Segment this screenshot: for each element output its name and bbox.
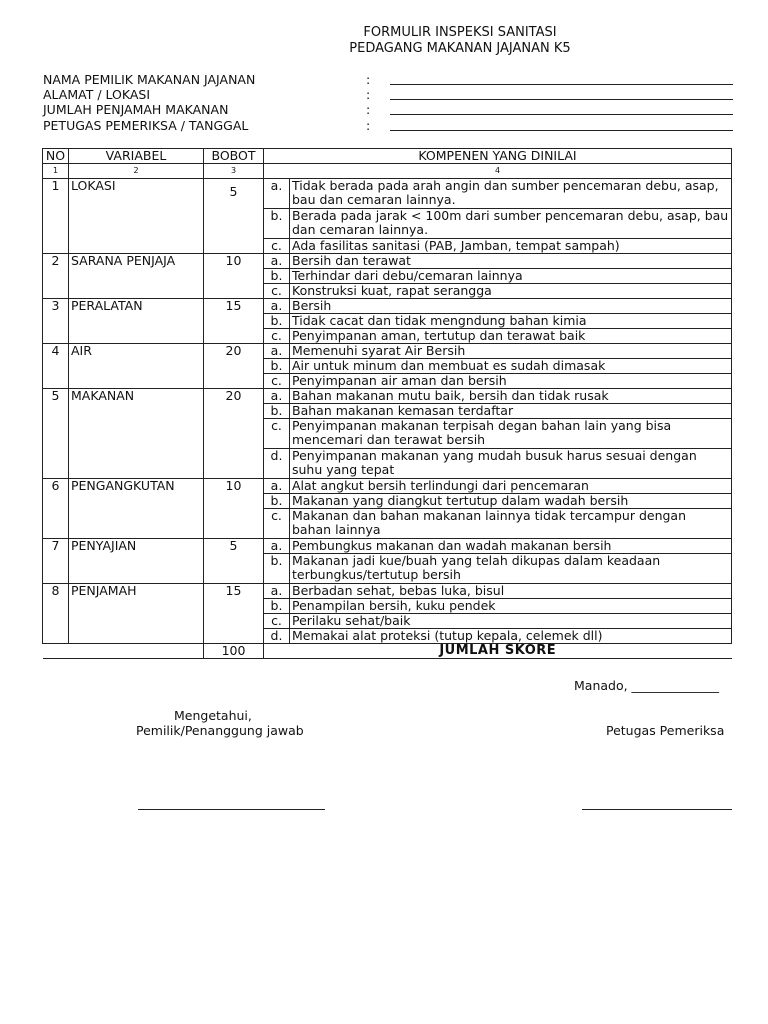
item-letter: c.	[264, 419, 290, 449]
inspection-table	[42, 148, 732, 659]
form-title-line2: PEDAGANG MAKANAN JAJANAN K5	[349, 41, 571, 56]
item-letter: b.	[264, 404, 290, 419]
table-row	[43, 299, 732, 314]
item-letter: a.	[264, 299, 290, 314]
info-field-line[interactable]	[390, 99, 733, 100]
row-number: 1	[43, 179, 69, 254]
info-label: NAMA PEMILIK MAKANAN JAJANAN	[43, 72, 256, 87]
item-criterion[interactable]: Makanan yang diangkut tertutup dalam wadah bersih	[290, 494, 732, 509]
item-letter: c.	[264, 374, 290, 389]
row-number: 3	[43, 299, 69, 344]
item-letter: b.	[264, 209, 290, 239]
item-letter: c.	[264, 614, 290, 629]
table-row	[43, 344, 732, 359]
item-letter: b.	[264, 554, 290, 584]
bobot-value: 20	[204, 344, 264, 389]
info-label: JUMLAH PENJAMAH MAKANAN	[43, 102, 229, 117]
variable-name: SARANA PENJAJA	[69, 254, 204, 299]
info-colon: :	[366, 87, 371, 102]
owner-signature-line[interactable]	[138, 809, 325, 810]
item-letter: c.	[264, 329, 290, 344]
row-number: 6	[43, 479, 69, 539]
header-komponen: KOMPENEN YANG DINILAI	[264, 149, 732, 164]
table-row	[43, 539, 732, 554]
info-field-line[interactable]	[390, 114, 733, 115]
variable-name: PENJAMAH	[69, 584, 204, 644]
bobot-value: 5	[204, 179, 264, 254]
info-row-address	[43, 87, 733, 102]
info-row-inspector	[43, 118, 733, 133]
info-field-line[interactable]	[390, 130, 733, 131]
row-number: 7	[43, 539, 69, 584]
col-number: 1	[43, 164, 69, 179]
total-empty-cell	[43, 644, 204, 659]
item-criterion[interactable]: Alat angkut bersih terlindungi dari pencemaran	[290, 479, 732, 494]
info-colon: :	[366, 118, 371, 133]
info-colon: :	[366, 72, 371, 87]
item-criterion[interactable]: Konstruksi kuat, rapat serangga	[290, 284, 732, 299]
col-number: 3	[204, 164, 264, 179]
item-criterion[interactable]: Air untuk minum dan membuat es sudah dimasak	[290, 359, 732, 374]
variable-name: PENGANGKUTAN	[69, 479, 204, 539]
variable-name: MAKANAN	[69, 389, 204, 479]
bobot-value: 20	[204, 389, 264, 479]
item-criterion[interactable]: Penampilan bersih, kuku pendek	[290, 599, 732, 614]
item-letter: c.	[264, 284, 290, 299]
header-bobot: BOBOT	[204, 149, 264, 164]
table-row	[43, 389, 732, 404]
item-letter: a.	[264, 479, 290, 494]
item-criterion[interactable]: Bahan makanan mutu baik, bersih dan tidak rusak	[290, 389, 732, 404]
variable-name: PERALATAN	[69, 299, 204, 344]
item-criterion[interactable]: Makanan jadi kue/buah yang telah dikupas dalam keadaan terbungkus/tertutup bersih	[290, 554, 732, 584]
item-criterion[interactable]: Berbadan sehat, bebas luka, bisul	[290, 584, 732, 599]
row-number: 4	[43, 344, 69, 389]
bobot-value: 10	[204, 479, 264, 539]
bobot-value: 5	[204, 539, 264, 584]
item-criterion[interactable]: Penyimpanan air aman dan bersih	[290, 374, 732, 389]
table-row	[43, 584, 732, 599]
item-letter: a.	[264, 344, 290, 359]
item-letter: a.	[264, 179, 290, 209]
row-number: 5	[43, 389, 69, 479]
item-criterion[interactable]: Memenuhi syarat Air Bersih	[290, 344, 732, 359]
item-criterion[interactable]: Bahan makanan kemasan terdaftar	[290, 404, 732, 419]
variable-name: PENYAJIAN	[69, 539, 204, 584]
variable-name: AIR	[69, 344, 204, 389]
header-variabel: VARIABEL	[69, 149, 204, 164]
table-row	[43, 254, 732, 269]
item-criterion[interactable]: Berada pada jarak < 100m dari sumber pencemaran debu, asap, bau dan cemaran lainnya.	[290, 209, 732, 239]
info-label: PETUGAS PEMERIKSA / TANGGAL	[43, 118, 249, 133]
column-number-row	[43, 164, 732, 179]
bobot-value: 10	[204, 254, 264, 299]
item-criterion[interactable]: Penyimpanan makanan terpisah degan bahan lain yang bisa mencemari dan terawat bersih	[290, 419, 732, 449]
acknowledged-label: Mengetahui,	[174, 708, 252, 723]
item-letter: d.	[264, 449, 290, 479]
header-no: NO	[43, 149, 69, 164]
item-criterion[interactable]: Tidak cacat dan tidak mengndung bahan kimia	[290, 314, 732, 329]
item-criterion[interactable]: Memakai alat proteksi (tutup kepala, celemek dll)	[290, 629, 732, 644]
item-criterion[interactable]: Terhindar dari debu/cemaran lainnya	[290, 269, 732, 284]
info-field-line[interactable]	[390, 84, 733, 85]
info-colon: :	[366, 102, 371, 117]
item-criterion[interactable]: Perilaku sehat/baik	[290, 614, 732, 629]
bobot-value: 15	[204, 299, 264, 344]
table-row	[43, 179, 732, 209]
form-title-line1: FORMULIR INSPEKSI SANITASI	[363, 25, 557, 40]
item-letter: b.	[264, 599, 290, 614]
item-letter: a.	[264, 389, 290, 404]
item-letter: b.	[264, 494, 290, 509]
info-row-owner	[43, 72, 733, 87]
item-letter: b.	[264, 359, 290, 374]
item-criterion[interactable]: Penyimpanan aman, tertutup dan terawat baik	[290, 329, 732, 344]
item-letter: a.	[264, 254, 290, 269]
bobot-value: 15	[204, 584, 264, 644]
item-criterion[interactable]: Ada fasilitas sanitasi (PAB, Jamban, tempat sampah)	[290, 239, 732, 254]
owner-signatory-label: Pemilik/Penanggung jawab	[136, 723, 304, 738]
place-date: Manado, ______________	[574, 678, 720, 693]
total-row	[43, 644, 732, 659]
total-score-label: JUMLAH SKORE	[264, 644, 732, 659]
item-criterion[interactable]: Bersih	[290, 299, 732, 314]
inspector-signature-line[interactable]	[582, 809, 732, 810]
item-letter: a.	[264, 584, 290, 599]
item-letter: c.	[264, 509, 290, 539]
table-row	[43, 479, 732, 494]
item-letter: b.	[264, 269, 290, 284]
info-row-handlers	[43, 102, 733, 117]
item-criterion[interactable]: Makanan dan bahan makanan lainnya tidak tercampur dengan bahan lainnya	[290, 509, 732, 539]
row-number: 2	[43, 254, 69, 299]
item-letter: a.	[264, 539, 290, 554]
item-letter: c.	[264, 239, 290, 254]
col-number: 4	[264, 164, 732, 179]
table-header-row	[43, 149, 732, 164]
col-number: 2	[69, 164, 204, 179]
total-bobot: 100	[204, 644, 264, 659]
variable-name: LOKASI	[69, 179, 204, 254]
item-letter: d.	[264, 629, 290, 644]
info-label: ALAMAT / LOKASI	[43, 87, 151, 102]
item-letter: b.	[264, 314, 290, 329]
inspector-signatory-label: Petugas Pemeriksa	[606, 723, 725, 738]
item-criterion[interactable]: Tidak berada pada arah angin dan sumber pencemaran debu, asap, bau dan cemaran lainnya.	[290, 179, 732, 209]
item-criterion[interactable]: Pembungkus makanan dan wadah makanan bersih	[290, 539, 732, 554]
item-criterion[interactable]: Penyimpanan makanan yang mudah busuk harus sesuai dengan suhu yang tepat	[290, 449, 732, 479]
row-number: 8	[43, 584, 69, 644]
item-criterion[interactable]: Bersih dan terawat	[290, 254, 732, 269]
